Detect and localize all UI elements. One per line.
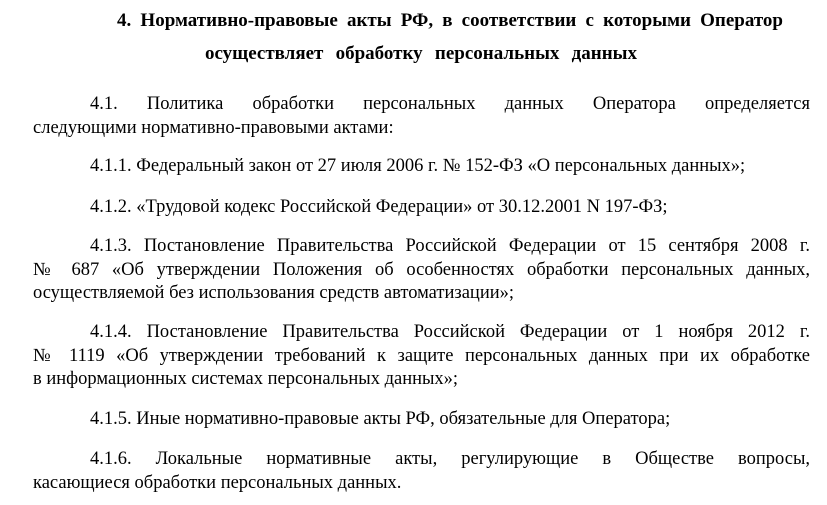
paragraph-4-1-6 [33,448,810,495]
paragraph-line: 4.1.6. Локальные нормативные акты, регулирующие в Обществе вопросы, [90,449,810,469]
paragraph-line: 4.1.5. Иные нормативно-правовые акты РФ, обязательные для Оператора; [90,409,671,429]
paragraph-4-1-5 [33,408,810,432]
paragraph-line: 4.1.2. «Трудовой кодекс Российской Федерации» от 30.12.2001 N 197-ФЗ; [90,197,668,217]
paragraph-line: следующими нормативно-правовыми актами: [33,117,394,138]
paragraph-4-1-4 [33,321,810,392]
paragraph-line: касающиеся обработки персональных данных. [33,472,402,493]
paragraph-line: № 687 «Об утверждении Положения об особенностях обработки персональных данных, [33,259,810,280]
paragraph-line: 4.1.4. Постановление Правительства Российской Федерации от 1 ноября 2012 г. [90,322,810,342]
paragraph-line: 4.1. Политика обработки персональных данных Оператора определяется [90,94,810,114]
paragraph-line: 4.1.1. Федеральный закон от 27 июля 2006 г. № 152-ФЗ «О персональных данных»; [90,156,746,176]
paragraph-line: № 1119 «Об утверждении требований к защите персональных данных при их обработке [33,345,810,366]
section-title-line-2: осуществляет обработку персональных данных [205,43,637,64]
paragraph-line: 4.1.3. Постановление Правительства Российской Федерации от 15 сентября 2008 г. [90,236,810,256]
paragraph-line: в информационных системах персональных данных»; [33,369,459,389]
paragraph-4-1-3 [33,235,810,306]
section-title-line-1: 4. Нормативно-правовые акты РФ, в соответствии с которыми Оператор [117,10,783,31]
paragraph-4-1 [33,93,810,140]
paragraph-line: осуществляемой без использования средств автоматизации»; [33,283,515,303]
paragraph-4-1-2 [33,196,810,220]
paragraph-4-1-1 [33,155,810,179]
